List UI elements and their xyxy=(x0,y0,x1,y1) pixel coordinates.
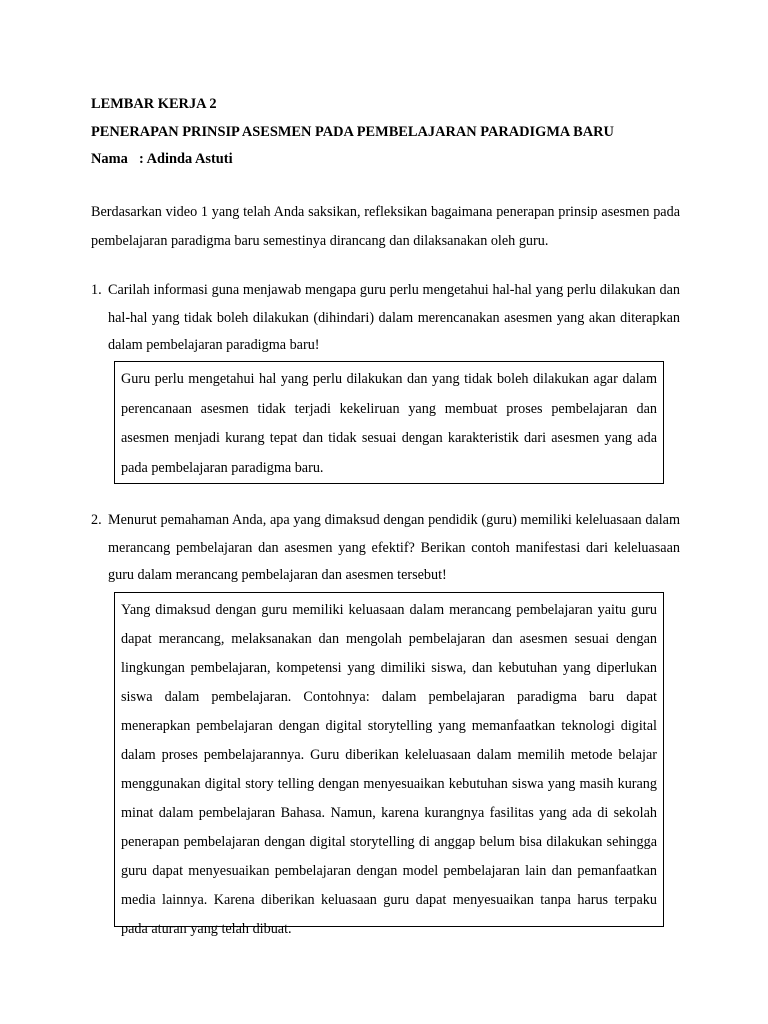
question-text: Menurut pemahaman Anda, apa yang dimaksud dengan pendidik (guru) memiliki keleluasaan dalam merancang pembelajaran dan asesmen yang efektif? Berikan contoh manifestasi dari keleluasaan guru dalam merancang pembelajaran dan asesmen tersebut! xyxy=(108,512,680,583)
worksheet-subtitle: PENERAPAN PRINSIP ASESMEN PADA PEMBELAJARAN PARADIGMA BARU xyxy=(91,123,614,140)
worksheet-title: LEMBAR KERJA 2 xyxy=(91,96,217,112)
name-value: : Adinda Astuti xyxy=(139,151,233,167)
question-number: 1. xyxy=(91,282,102,298)
intro-paragraph: Berdasarkan video 1 yang telah Anda saksikan, refleksikan bagaimana penerapan prinsip asesmen pada pembelajaran paradigma baru semestinya dirancang dan dilaksanakan oleh guru. xyxy=(91,204,680,249)
answer-box-1: Guru perlu mengetahui hal yang perlu dilakukan dan yang tidak boleh dilakukan agar dalam perencanaan asesmen tidak terjadi kekeliruan yang membuat proses pembelajaran dan asesmen menjadi kurang tepat dan tidak sesuai dengan karakteristik dari asesmen yang ada pada pembelajaran paradigma baru. xyxy=(114,361,664,484)
question-2 xyxy=(91,507,680,590)
student-name-row xyxy=(91,146,691,174)
question-number: 2. xyxy=(91,512,102,528)
question-1 xyxy=(91,277,680,360)
document-header xyxy=(91,91,691,174)
answer-box-2: Yang dimaksud dengan guru memiliki keluasaan dalam merancang pembelajaran yaitu guru dapat merancang, melaksanakan dan mengolah pembelajaran dan asesmen sesuai dengan lingkungan pembelajaran, kompetensi yang dimiliki siswa, dan kebutuhan yang diperlukan siswa dalam pembelajaran. Contohnya: dalam pembelajaran paradigma baru dapat menerapkan pembelajaran dengan digital storytelling yang memanfaatkan teknologi digital dalam proses pembelajarannya. Guru diberikan keleluasaan dalam memilih metode belajar menggunakan digital story telling dengan menyesuaikan kebutuhan siswa yang masih kurang minat dalam pembelajaran Bahasa. Namun, karena kurangnya fasilitas yang ada di sekolah penerapan pembelajaran dengan digital storytelling di anggap belum bisa dilakukan sehingga guru dapat menyesuaikan pembelajaran dengan model pembelajaran lain dan pemanfaatkan media lainnya. Karena diberikan keluasaan guru dapat menyesuaikan tanpa harus terpaku pada aturan yang telah dibuat. xyxy=(114,592,664,927)
name-label: Nama xyxy=(91,151,128,167)
question-text: Carilah informasi guna menjawab mengapa guru perlu mengetahui hal-hal yang perlu dilakukan dan hal-hal yang tidak boleh dilakukan (dihindari) dalam merencanakan asesmen yang akan diterapkan dalam pembelajaran paradigma baru! xyxy=(108,282,680,353)
